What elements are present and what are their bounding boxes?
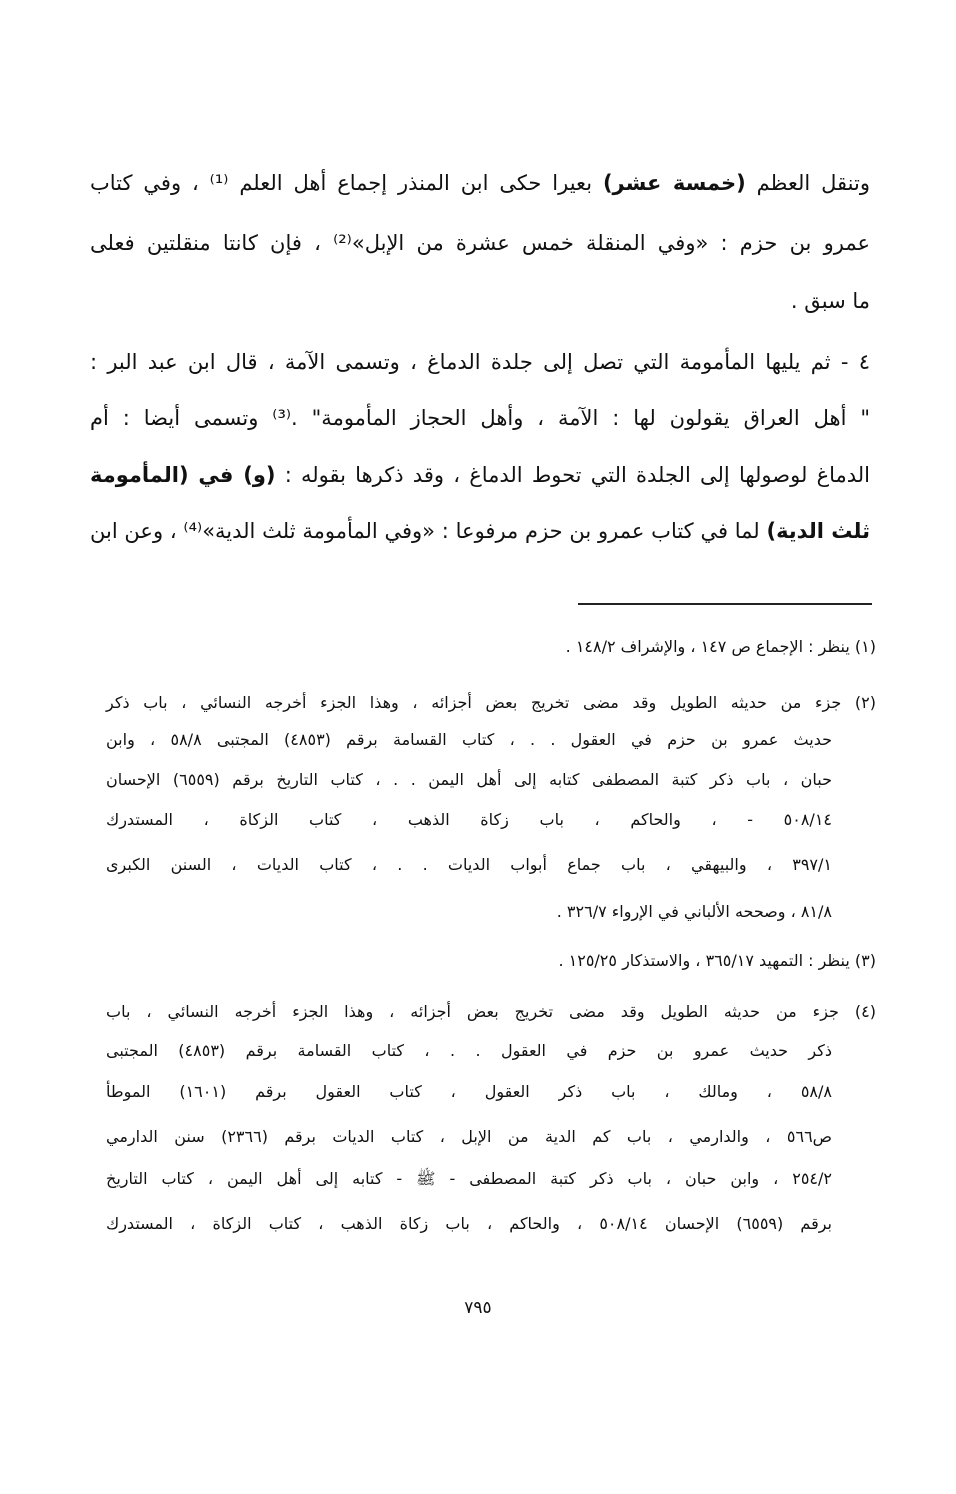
body-text: ، وعن ابن	[90, 519, 184, 543]
footnote-4-line	[106, 1164, 832, 1194]
footnote-4	[106, 997, 876, 1027]
footnote-number: (٣)	[854, 951, 876, 970]
body-text: الدماغ لوصولها إلى الجلدة التي تحوط الدماغ ، وقد ذكرها بقوله :	[275, 463, 870, 487]
body-line-4	[90, 342, 870, 382]
quoted-text: " أهل العراق يقولون لها : الآمة ، وأهل الحجاز المأمومة" .	[291, 406, 870, 430]
body-text: وتسمى أيضا : أم	[90, 406, 273, 430]
footnote-1	[566, 632, 876, 662]
footnote-text: جزء من حديثه الطويل وقد مضى تخريج بعض أجزائه ، وهذا الجزء أخرجه النسائي ، باب ذكر	[106, 693, 842, 712]
footnote-ref-2: ⁽²⁾	[333, 231, 352, 255]
bold-term: ثلث الدية)	[766, 519, 870, 543]
footnote-text: جزء من حديثه الطويل وقد مضى تخريج بعض أجزائه ، وهذا الجزء أخرجه النسائي ، باب	[106, 1002, 839, 1021]
body-line-1	[90, 163, 870, 203]
bold-term: (خمسة عشر)	[602, 171, 746, 195]
footnote-text: ص٥٦٦ ، والدارمي ، باب كم الدية من الإبل ، كتاب الديات برقم (٢٣٦٦) سنن الدارمي	[106, 1127, 832, 1146]
footnote-4-line	[106, 1036, 832, 1066]
body-line-3	[791, 281, 870, 321]
footnote-text: ٥٠٨/١٤ - ، والحاكم ، باب زكاة الذهب ، كتاب الزكاة ، المستدرك	[106, 810, 832, 829]
footnote-2-line	[106, 805, 832, 835]
footnote-2	[106, 688, 876, 718]
footnote-text: حبان ، باب ذكر كتبة المصطفى كتابه إلى أهل اليمن . . ، كتاب التاريخ برقم (٦٥٥٩) الإحسان	[106, 770, 832, 789]
body-text: عمرو بن حزم : «وفي المنقلة خمس عشرة من الإبل»	[351, 231, 871, 255]
bold-term: (و) في (المأمومة	[90, 463, 276, 487]
footnote-text: ٨١/٨ ، وصححه الألباني في الإرواء ٣٢٦/٧ .	[556, 902, 832, 921]
footnote-text: برقم (٦٥٥٩) الإحسان ٥٠٨/١٤ ، والحاكم ، باب زكاة الذهب ، كتاب الزكاة ، المستدرك	[106, 1214, 832, 1233]
body-line-6	[90, 455, 870, 495]
footnote-ref-1: ⁽¹⁾	[198, 171, 240, 195]
footnote-3	[558, 946, 876, 976]
footnote-2-line	[106, 765, 832, 795]
footnote-separator	[578, 603, 872, 605]
footnote-text: ينظر : الإجماع ص ١٤٧ ، والإشراف ١٤٨/٢ .	[565, 637, 850, 656]
footnote-number: (٢)	[854, 693, 876, 712]
body-text: لما في كتاب عمرو بن حزم مرفوعا : «وفي المأمومة ثلث الدية»	[202, 519, 767, 543]
footnote-4-line	[106, 1077, 832, 1107]
footnote-2-line	[106, 725, 832, 755]
footnote-text: حديث عمرو بن حزم في العقول . . ، كتاب القسامة برقم (٤٨٥٣) المجتبى ٥٨/٨ ، وابن	[106, 730, 833, 749]
footnote-2-line	[557, 897, 832, 927]
footnote-text: ٣٩٧/١ ، والبيهقي ، باب جماع أبواب الديات . . ، كتاب الديات ، السنن الكبرى	[106, 855, 832, 874]
footnote-number: (٤)	[854, 1002, 876, 1021]
body-text: ، وفي كتاب	[90, 171, 199, 195]
body-text: ، فإن كانتا منقلتين فعلى	[90, 231, 334, 255]
footnote-text: ينظر : التمهيد ٣٦٥/١٧ ، والاستذكار ١٢٥/٢٥ .	[558, 951, 850, 970]
footnote-text: ذكر حديث عمرو بن حزم في العقول . . ، كتاب القسامة برقم (٤٨٥٣) المجتبى	[106, 1041, 833, 1060]
footnote-2-line	[106, 850, 832, 880]
footnote-4-line	[106, 1209, 832, 1239]
body-line-7	[90, 511, 870, 551]
footnote-text: ٥٨/٨ ، ومالك ، باب ذكر العقول ، كتاب العقول برقم (١٦٠١) الموطأ	[106, 1082, 832, 1101]
body-text: ما سبق .	[790, 289, 870, 313]
numbered-paragraph-start: ٤ - ثم يليها المأمومة التي تصل إلى جلدة الدماغ ، وتسمى الآمة ، قال ابن عبد البر :	[90, 350, 870, 374]
footnote-4-line	[106, 1122, 832, 1152]
footnote-number: (١)	[854, 637, 876, 656]
body-text: وتنقل العظم	[745, 171, 870, 195]
footnote-text: ٢٥٤/٢ ، وابن حبان ، باب ذكر كتبة المصطفى - ﷺ - كتابه إلى أهل اليمن ، كتاب التاريخ	[106, 1169, 832, 1188]
body-text: بعيرا حكى ابن المنذر إجماع أهل العلم	[239, 171, 603, 195]
footnote-ref-3: ⁽³⁾	[272, 406, 292, 430]
page-number: ٧٩٥	[464, 1298, 492, 1318]
body-line-2	[90, 223, 870, 263]
body-line-5	[90, 398, 870, 438]
footnote-ref-4: ⁽⁴⁾	[183, 519, 203, 543]
